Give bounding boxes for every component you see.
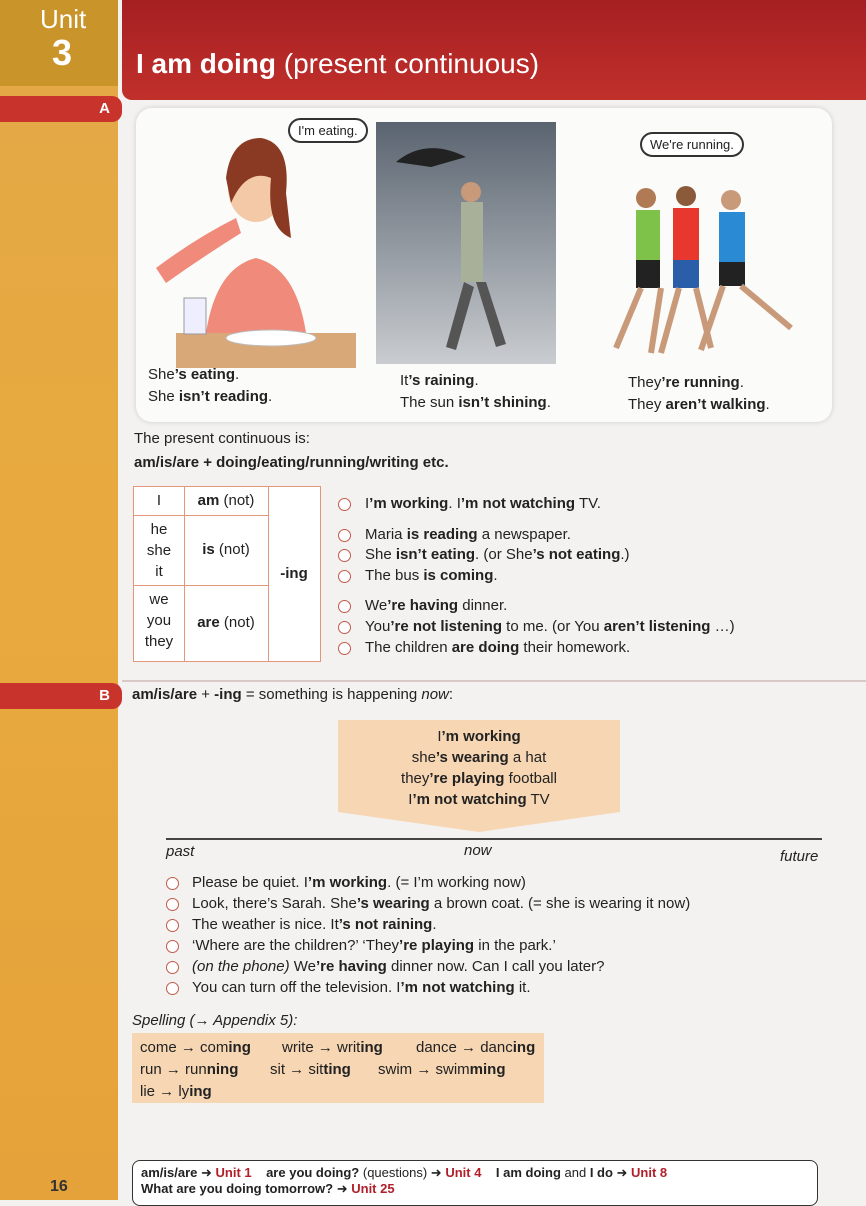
example-a-2: Maria is reading a newspaper.	[365, 526, 571, 543]
bullet-icon	[166, 919, 179, 932]
spelling-run: run → running	[140, 1061, 239, 1078]
bullet-icon	[338, 621, 351, 634]
runners-illustration	[591, 178, 811, 368]
spelling-write: write → writing	[282, 1039, 383, 1056]
unit-label: Unit	[40, 4, 87, 34]
timeline-past: past	[166, 843, 195, 860]
spelling-dance: dance → dancing	[416, 1039, 536, 1056]
timeline	[166, 838, 822, 840]
section-tab-a	[0, 96, 122, 122]
example-b-4: ‘Where are the children?’ ‘They’re playing in the park.’	[192, 937, 556, 954]
bullet-icon	[338, 570, 351, 583]
table-verb-am: am (not)	[197, 492, 255, 509]
now-line-3: they’re playing football	[401, 770, 557, 787]
timeline-now: now	[464, 842, 492, 859]
now-arrow	[338, 812, 620, 832]
link-unit-4[interactable]: Unit 4	[445, 1165, 482, 1180]
bullet-icon	[166, 898, 179, 911]
example-b-5: (on the phone) We’re having dinner now. Can I call you later?	[192, 958, 605, 975]
section-tab-b	[0, 683, 122, 709]
link-unit-8[interactable]: Unit 8	[631, 1165, 668, 1180]
spelling-label: Spelling (→ Appendix 5):	[132, 1012, 298, 1029]
bullet-icon	[166, 961, 179, 974]
example-b-3: The weather is nice. It’s not raining.	[192, 916, 437, 933]
section-b-intro: am/is/are + -ing = something is happening now:	[132, 686, 454, 703]
bullet-icon	[166, 877, 179, 890]
section-b-letter: B	[99, 687, 110, 704]
example-b-2: Look, there’s Sarah. She’s wearing a brown coat. (= she is wearing it now)	[192, 895, 691, 912]
reference-line-1: am/is/are ➜ Unit 1 are you doing? (questions) ➜ Unit 4 I am doing and I do ➜ Unit 8	[141, 1165, 668, 1180]
spelling-swim: swim → swimming	[378, 1061, 506, 1078]
bullet-icon	[166, 982, 179, 995]
bullet-icon	[338, 549, 351, 562]
example-b-1: Please be quiet. I’m working. (= I’m working now)	[192, 874, 526, 891]
example-a-5: We’re having dinner.	[365, 597, 508, 614]
table-subjects-he-she-it: he she it	[146, 521, 172, 580]
section-divider	[122, 680, 866, 682]
now-line-4: I’m not watching TV	[408, 791, 550, 808]
cross-reference-box	[132, 1160, 818, 1206]
spelling-come: come → coming	[140, 1039, 251, 1056]
spelling-box	[132, 1033, 544, 1103]
man-in-rain-illustration	[376, 122, 556, 364]
caption-running: They’re running. They aren’t walking.	[628, 374, 770, 413]
title-bold: I am doing	[136, 48, 276, 79]
bullet-icon	[338, 498, 351, 511]
example-a-6: You’re not listening to me. (or You aren’t listening …)	[365, 618, 735, 635]
example-b-6: You can turn off the television. I’m not watching it.	[192, 979, 531, 996]
intro-line-2: am/is/are + doing/eating/running/writing etc.	[134, 454, 449, 471]
bullet-icon	[166, 940, 179, 953]
speech-bubble-running: We're running.	[640, 132, 744, 157]
unit-number: 3	[52, 32, 73, 73]
timeline-future: future	[780, 848, 819, 865]
spelling-lie: lie → lying	[140, 1083, 212, 1100]
bullet-icon	[338, 529, 351, 542]
example-a-1: I’m working. I’m not watching TV.	[365, 495, 601, 512]
spelling-sit: sit → sitting	[270, 1061, 351, 1078]
example-a-4: The bus is coming.	[365, 567, 498, 584]
unit-box	[0, 0, 118, 86]
table-verb-is: is (not)	[202, 541, 250, 558]
bullet-icon	[338, 642, 351, 655]
reference-line-2: What are you doing tomorrow? ➜ Unit 25	[141, 1181, 395, 1196]
section-a-letter: A	[99, 100, 110, 117]
caption-raining: It’s raining. The sun isn’t shining.	[400, 372, 551, 411]
illustration-panel	[136, 108, 832, 422]
intro-line-1: The present continuous is:	[134, 430, 310, 447]
table-subjects-we-you-they: we you they	[144, 591, 174, 650]
conjugation-table	[133, 486, 321, 662]
example-a-3: She isn’t eating. (or She’s not eating.)	[365, 546, 630, 563]
bullet-icon	[338, 600, 351, 613]
table-subject-i: I	[156, 492, 162, 509]
link-unit-1[interactable]: Unit 1	[215, 1165, 252, 1180]
page-number: 16	[50, 1178, 68, 1195]
title-bar	[122, 0, 866, 100]
title-rest: (present continuous)	[276, 48, 540, 79]
page-title	[136, 48, 539, 80]
woman-eating-illustration	[146, 118, 366, 368]
speech-bubble-eating: I'm eating.	[288, 118, 368, 143]
sidebar	[0, 0, 118, 1200]
table-verb-are: are (not)	[197, 614, 255, 631]
example-a-7: The children are doing their homework.	[365, 639, 631, 656]
now-line-1: I’m working	[437, 728, 521, 745]
caption-eating: She’s eating. She isn’t reading.	[148, 366, 273, 405]
table-suffix-ing: -ing	[280, 565, 308, 582]
link-unit-25[interactable]: Unit 25	[351, 1181, 395, 1196]
now-line-2: she’s wearing a hat	[411, 749, 547, 766]
